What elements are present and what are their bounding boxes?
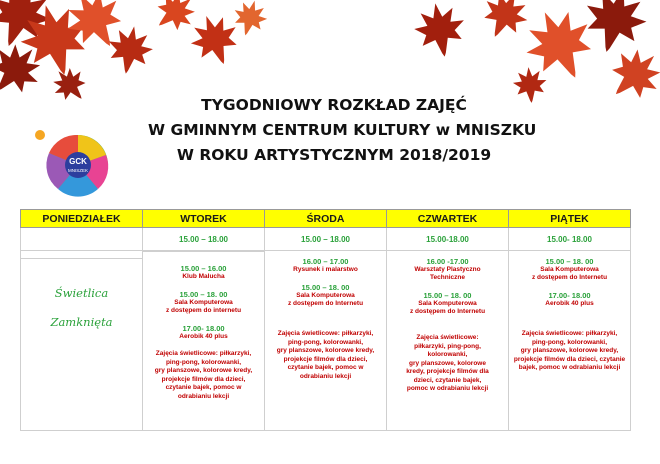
gck-logo [18, 127, 128, 203]
thursday-activity-1a: Warsztaty Plastyczno [414, 266, 481, 273]
thursday-event-1 [387, 257, 508, 282]
title-line-2: W GMINNYM CENTRUM KULTURY w MNISZKU [148, 121, 537, 139]
schedule-table [20, 209, 631, 431]
wednesday-zajecia-3: projekcje filmów dla dzieci, [283, 355, 368, 363]
tuesday-activity-2a: Sala Komputerowa [174, 299, 233, 306]
wednesday-activity-2a: Sala Komputerowa [296, 292, 355, 299]
tuesday-activity-1: Klub Malucha [182, 273, 225, 280]
thursday-activity-2a: Sala Komputerowa [418, 300, 477, 307]
hours-row [21, 228, 631, 251]
tuesday-event-3 [143, 324, 264, 341]
thursday-time-1: 16.00 -17.00 [426, 257, 469, 266]
tuesday-cell [143, 251, 265, 431]
thursday-zajecia-3: gry planszowe, kolorowe [409, 359, 486, 367]
friday-activity-2: Aerobik 40 plus [545, 300, 594, 307]
tuesday-zajecia-5: odrabianiu lekcji [177, 392, 230, 400]
thursday-zajecia-2: kolorowanki, [427, 351, 468, 358]
wednesday-zajecia-2: gry planszowe, kolorowe kredy, [276, 347, 375, 354]
tuesday-activity-3: Aerobik 40 plus [179, 333, 228, 340]
title-line-1: TYGODNIOWY ROZKŁAD ZAJĘĆ [201, 96, 467, 114]
thursday-zajecia-5: dzieci, czytanie bajek, [413, 376, 482, 384]
friday-time-2: 17.00- 18.00 [548, 291, 591, 300]
header-monday: PONIEDZIAŁEK [21, 210, 143, 228]
header-thursday: CZWARTEK [387, 210, 509, 228]
tuesday-event-2 [143, 290, 264, 315]
thursday-zajecia-4: kredy, projekcje filmów dla [406, 368, 489, 375]
friday-activity-1b: z dostępem do Internetu [531, 274, 608, 281]
wednesday-zajecia-5: odrabianiu lekcji [299, 372, 352, 380]
tuesday-event-1 [143, 264, 264, 281]
page-title [148, 93, 537, 168]
wednesday-event-2 [265, 283, 386, 308]
header-row [21, 210, 631, 228]
hours-friday: 15.00- 18.00 [509, 228, 631, 251]
thursday-activity-1b: Techniczne [430, 274, 465, 281]
logo-text: GCK [69, 157, 87, 166]
thursday-zajecia-6: pomoc w odrabianiu lekcji [406, 385, 489, 392]
tuesday-zajecia-1: ping-pong, kolorowanki, [165, 358, 242, 366]
activities-row [21, 251, 631, 431]
wednesday-zajecia-4: czytanie bajek, pomoc w [287, 364, 364, 371]
friday-activity-1a: Sala Komputerowa [540, 266, 599, 273]
friday-zajecia-4: bajek, pomoc w odrabianiu lekcji [518, 364, 621, 371]
wednesday-zajecia-0: Zajęcia świetlicowe: piłkarzyki, [277, 330, 374, 337]
monday-line-1: Świetlica [54, 286, 109, 300]
friday-cell [509, 251, 631, 431]
friday-time-1: 15.00 – 18. 00 [545, 257, 594, 266]
wednesday-zajecia-1: ping-pong, kolorowanki, [287, 338, 364, 346]
hours-thursday: 15.00-18.00 [387, 228, 509, 251]
hours-tuesday: 15.00 – 18.00 [143, 228, 265, 251]
tuesday-activity-2b: z dostępem do internetu [165, 307, 242, 314]
wednesday-time-2: 15.00 – 18. 00 [301, 283, 350, 292]
thursday-zajecia-0: Zajęcia świetlicowe: [416, 334, 479, 341]
wednesday-cell [265, 251, 387, 431]
wednesday-event-1 [265, 257, 386, 274]
tuesday-time-2: 15.00 – 18. 00 [179, 290, 228, 299]
friday-zajecia-3: projekcje filmów dla dzieci, czytanie [513, 355, 626, 363]
hours-monday [21, 228, 143, 251]
wednesday-activity-2b: z dostępem do Internetu [287, 300, 364, 307]
tuesday-zajecia-3: projekcje filmów dla dzieci, [161, 375, 246, 383]
thursday-zajecia-1: piłkarzyki, ping-pong, [414, 342, 481, 350]
monday-closed-note [21, 259, 142, 337]
friday-zajecia-1: ping-pong, kolorowanki, [531, 338, 608, 346]
hours-wednesday: 15.00 – 18.00 [265, 228, 387, 251]
tuesday-zajecia-0: Zajęcia świetlicowe: piłkarzyki, [155, 350, 252, 357]
friday-event-1 [509, 257, 630, 282]
title-line-3: W ROKU ARTYSTYCZNYM 2018/2019 [176, 146, 492, 164]
friday-zajecia-2: gry planszowe, kolorowe kredy, [520, 347, 619, 354]
friday-zajecia-0: Zajęcia świetlicowe: piłkarzyki, [521, 330, 618, 337]
wednesday-time-1: 16.00 – 17.00 [302, 257, 349, 266]
header-friday: PIĄTEK [509, 210, 631, 228]
tuesday-zajecia-4: czytanie bajek, pomoc w [165, 384, 242, 391]
thursday-cell [387, 251, 509, 431]
monday-line-2: Zamknięta [50, 315, 113, 329]
tuesday-time-1: 15.00 – 16.00 [180, 264, 227, 273]
logo-subtext: MNISZEK [67, 168, 89, 173]
friday-event-2 [509, 291, 630, 308]
thursday-event-2 [387, 291, 508, 316]
wednesday-activity-1: Rysunek i malarstwo [293, 266, 358, 273]
tuesday-time-3: 17.00- 18.00 [182, 324, 225, 333]
header-tuesday: WTOREK [143, 210, 265, 228]
monday-cell [21, 251, 143, 431]
tuesday-zajecia-2: gry planszowe, kolorowe kredy, [154, 367, 253, 374]
thursday-activity-2b: z dostępem do Internetu [409, 308, 486, 315]
header-wednesday: ŚRODA [265, 210, 387, 228]
thursday-time-2: 15.00 – 18. 00 [423, 291, 472, 300]
